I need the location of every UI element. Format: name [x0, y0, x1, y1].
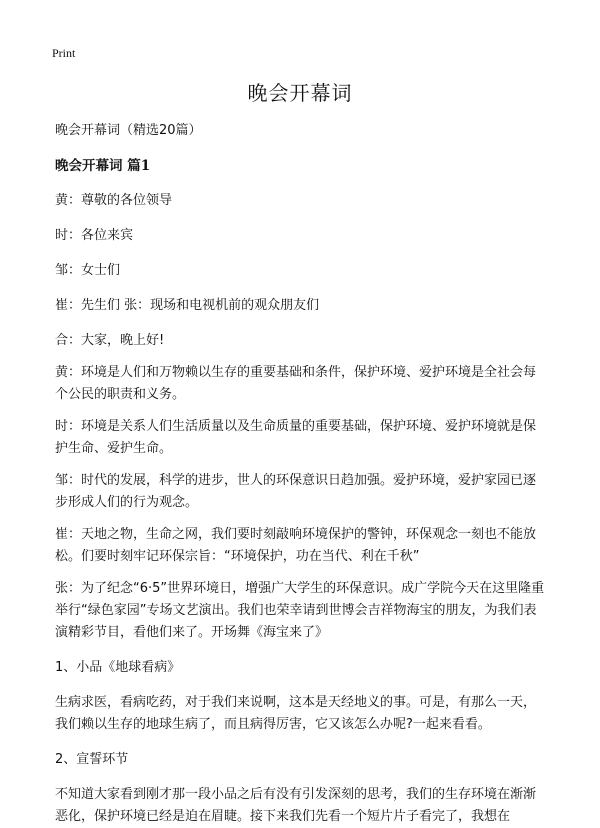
page-title: 晚会开幕词: [247, 81, 353, 105]
subtitle: 晚会开幕词（精选20篇）: [55, 123, 202, 138]
paragraph: 生病求医，看病吃药，对于我们来说啊，这本是天经地义的事。可是，有那么一天，我们赖以生存的地球生病了，而且病得厉害，它又该怎么办呢?一起来看看。: [55, 695, 537, 732]
paragraph: 时：各位来宾: [55, 228, 134, 243]
list-item: 1、小品《地球看病》: [55, 660, 181, 675]
paragraph: 黄：尊敬的各位领导: [55, 193, 173, 208]
paragraph: 邹：女士们: [55, 263, 121, 278]
paragraph: 崔：先生们 张：现场和电视机前的观众朋友们: [55, 298, 320, 313]
print-link[interactable]: Print: [52, 46, 76, 60]
article-body: [55, 120, 547, 828]
section-heading: 晚会开幕词 篇1: [55, 158, 151, 174]
paragraph: 张：为了纪念“6·5”世界环境日，增强广大学生的环保意识。成广学院今天在这里隆重举行“绿色家园”专场文艺演出。我们也荣幸请到世博会吉祥物海宝的朋友，为我们表演精彩节目，看他们来了。开场舞《海宝来了》: [55, 581, 545, 640]
paragraph: 黄：环境是人们和万物赖以生存的重要基础和条件，保护环境、爱护环境是全社会每个公民的职责和义务。: [55, 365, 537, 402]
paragraph: 邹：时代的发展，科学的进步，世人的环保意识日趋加强。爱护环境，爱护家园已逐步形成人们的行为观念。: [55, 473, 537, 510]
list-item: 2、宣誓环节: [55, 752, 129, 767]
paragraph: 时：环境是关系人们生活质量以及生命质量的重要基础，保护环境、爱护环境就是保护生命、爱护生命。: [55, 419, 537, 456]
paragraph: 合：大家，晚上好!: [55, 333, 165, 348]
paragraph: 不知道大家看到刚才那一段小品之后有没有引发深刻的思考，我们的生存环境在渐渐恶化，保护环境已经是迫在眉睫。接下来我们先看一个短片片子看完了，我想在: [55, 787, 537, 824]
paragraph: 崔：天地之物，生命之网，我们要时刻敲响环境保护的警钟，环保观念一刻也不能放松。们要时刻牢记环保宗旨：“环境保护，功在当代、利在千秋”: [55, 527, 537, 564]
